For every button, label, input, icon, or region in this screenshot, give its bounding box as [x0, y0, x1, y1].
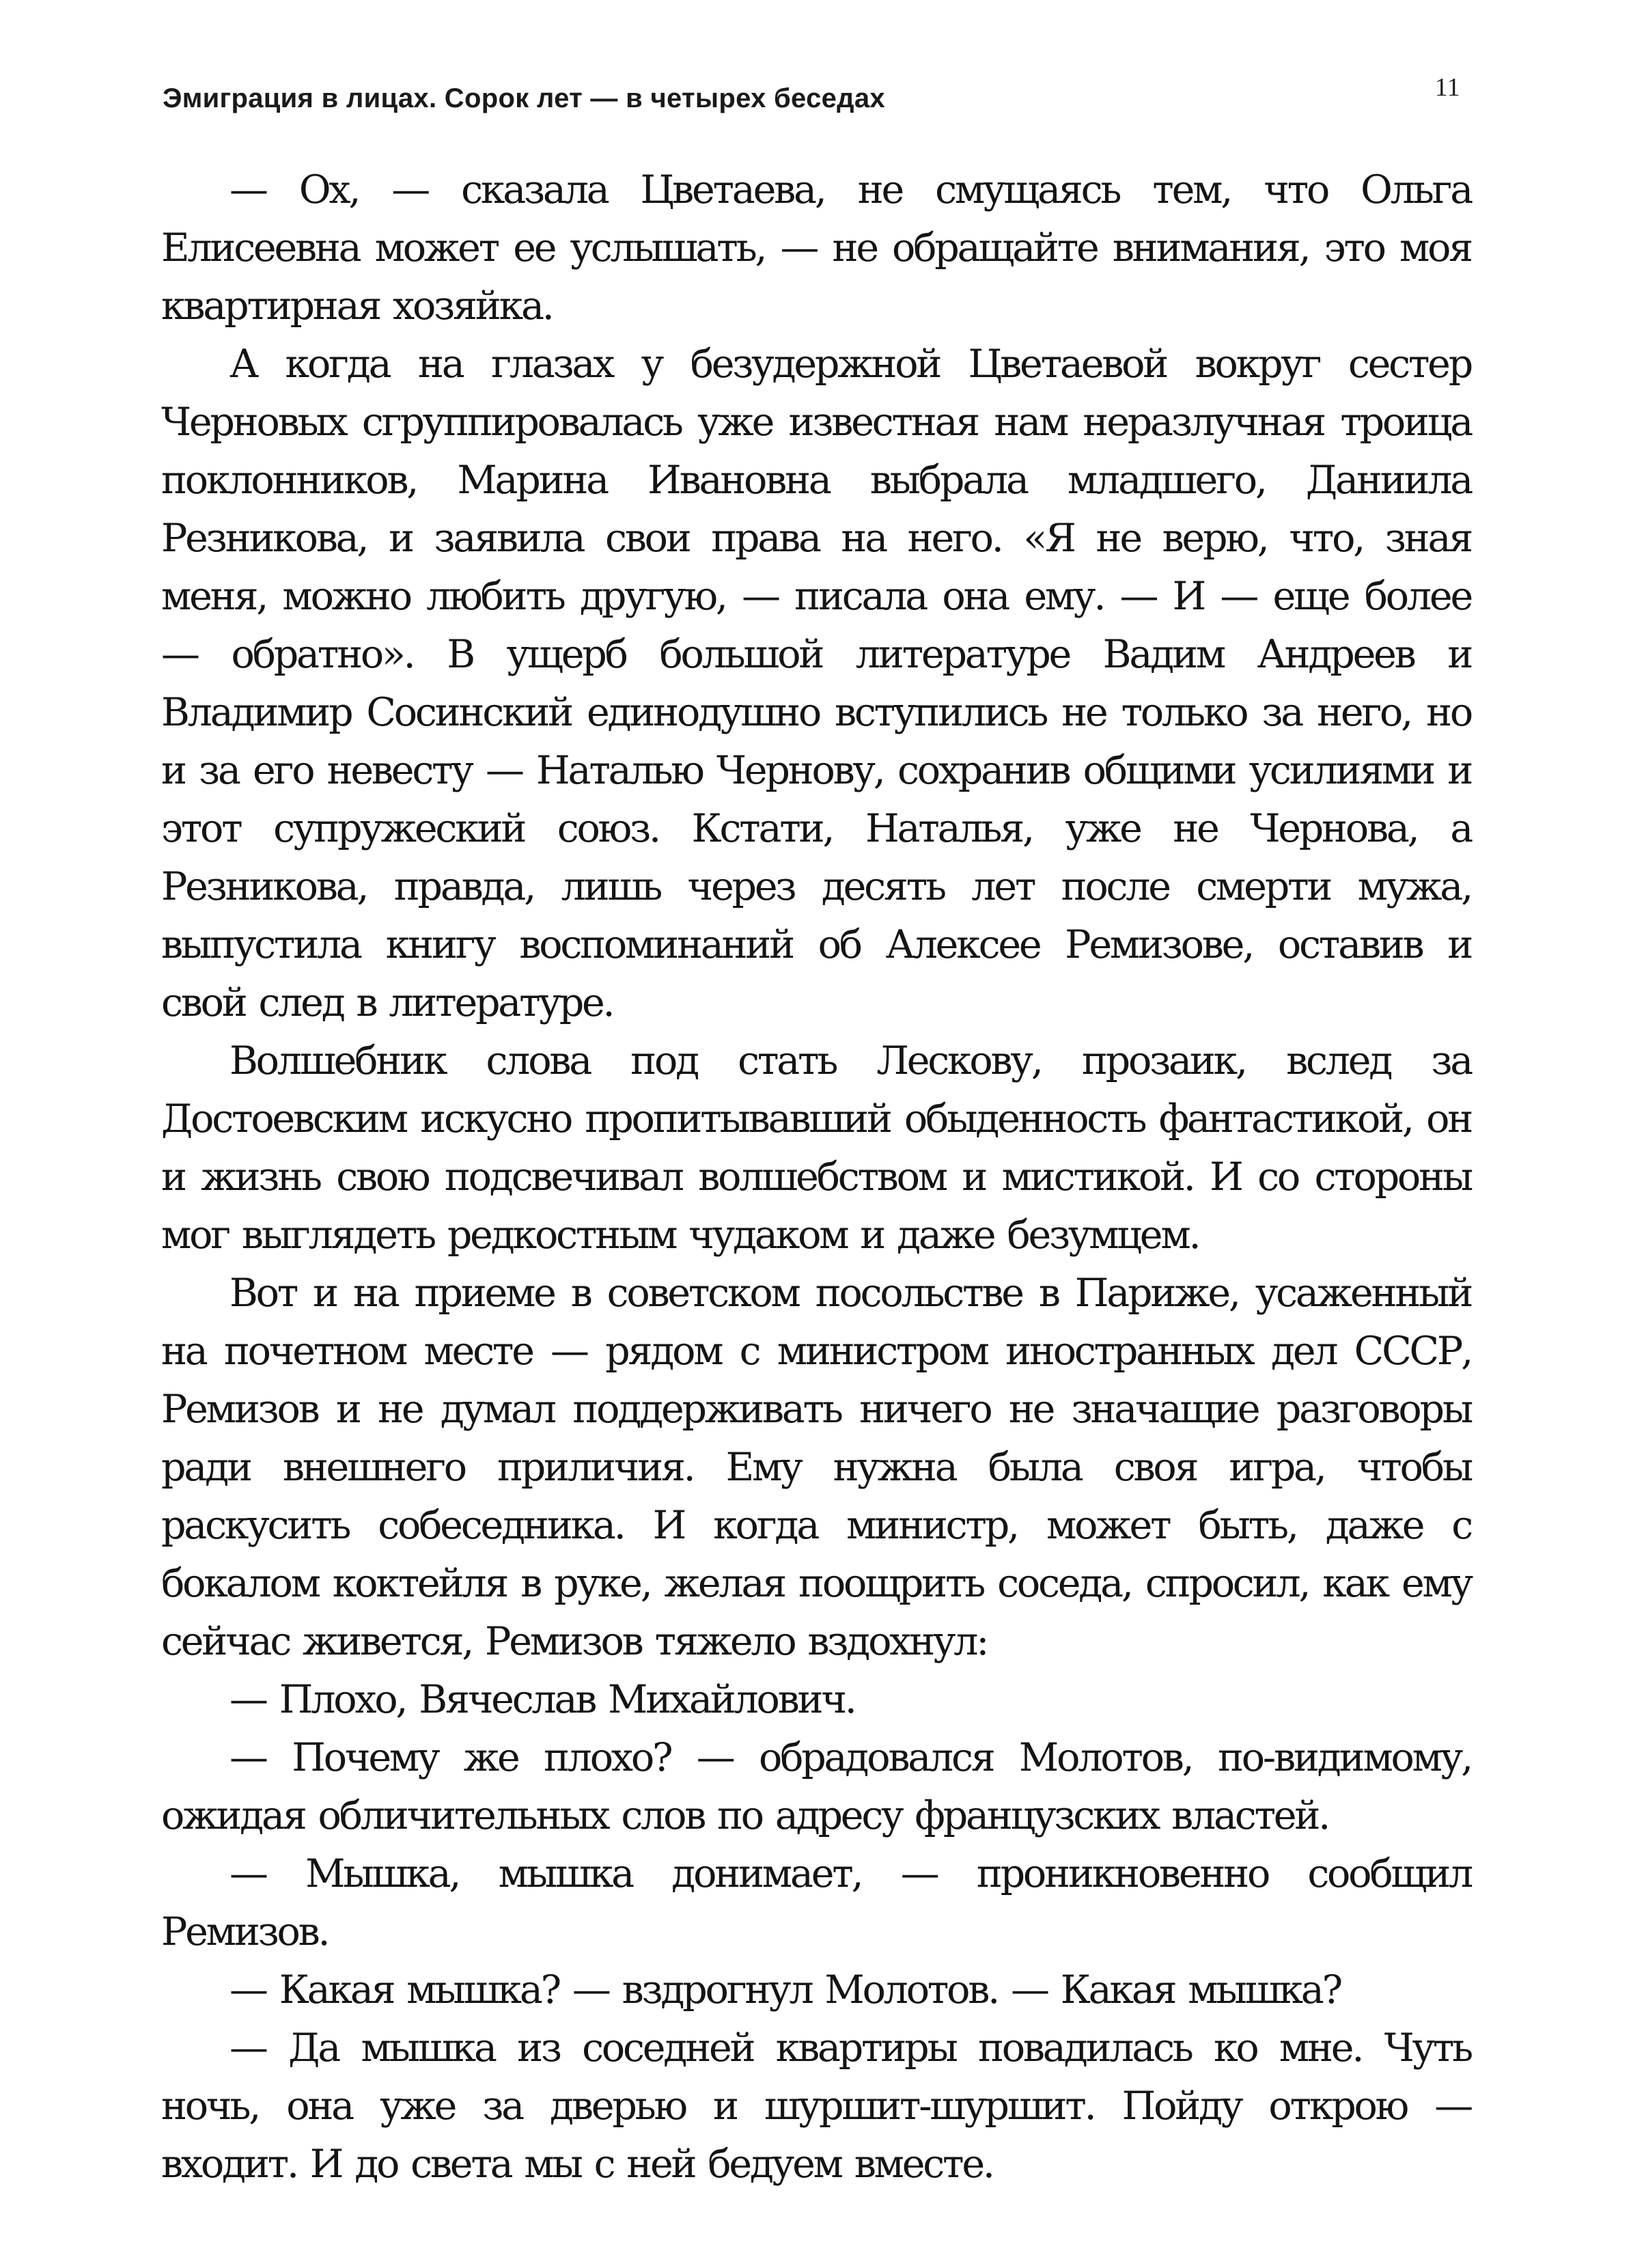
page-number: 11 — [1434, 73, 1460, 102]
paragraph-remizov-wizard: Волшебник слова под стать Лескову, прозаик, вслед за Достоевским искусно пропитывавший обыденность фантастикой, он и жизнь свою подсвечивал волшебством и мистикой. И со стороны мог выглядеть редкостным чудаком и даже безумцем. — [161, 1038, 1471, 1258]
paragraph-dialogue-mouse: — Мышка, мышка донимает, — проникновенно сообщил Ремизов. — [161, 1851, 1471, 1954]
paragraph-dialogue-which-mouse: — Какая мышка? — вздрогнул Молотов. — Какая мышка? — [229, 1967, 1341, 2013]
paragraph-chernov-sisters: А когда на глазах у безудержной Цветаевой вокруг сестер Черновых сгруппировалась уже известная нам неразлучная троица поклонников, Марина Ивановна выбрала младшего, Даниила Резникова, и заявила свои права на него. «Я не верю, что, зная меня, можно любить другую, — писала она ему. — И — еще более — обратно». В ущерб большой литературе Вадим Андреев и Владимир Сосинский единодушно вступились не только за него, но и за его невесту — Наталью Чернову, сохранив общими усилиями и этот супружеский союз. Кстати, Наталья, уже не Чернова, а Резникова, правда, лишь через десять лет после смерти мужа, выпустила книгу воспоминаний об Алексее Ремизове, оставив и свой след в литературе. — [161, 342, 1471, 1025]
running-head — [163, 68, 1460, 112]
paragraph-dialogue-bad: — Плохо, Вячеслав Михайлович. — [229, 1677, 855, 1722]
paragraph-embassy-reception: Вот и на приеме в советском посольстве в Париже, усаженный на почетном месте — рядом с министром иностранных дел СССР, Ремизов и не думал поддерживать ничего не значащие разговоры ради внешнего приличия. Ему нужна была своя игра, чтобы раскусить собеседника. И когда министр, может быть, даже с бокалом коктейля в руке, желая поощрить соседа, спросил, как ему сейчас живется, Ремизов тяжело вздохнул: — [161, 1271, 1471, 1664]
paragraph-dialogue-neighbor-mouse: — Да мышка из соседней квартиры повадилась ко мне. Чуть ночь, она уже за дверью и шуршит-шуршит. Пойду открою — входит. И до света мы с ней бедуем вместе. — [161, 2025, 1471, 2187]
running-title: Эмиграция в лицах. Сорок лет — в четырех беседах — [163, 83, 885, 113]
paragraph-dialogue-tsvetaeva: — Ох, — сказала Цветаева, не смущаясь тем, что Ольга Елисеевна может ее услышать, — не обращайте внимания, это моя квартирная хозяйка. — [161, 167, 1471, 329]
paragraph-dialogue-why-bad: — Почему же плохо? — обрадовался Молотов, по-видимому, ожидая обличительных слов по адресу французских властей. — [161, 1735, 1471, 1838]
body-text — [161, 161, 1471, 2194]
